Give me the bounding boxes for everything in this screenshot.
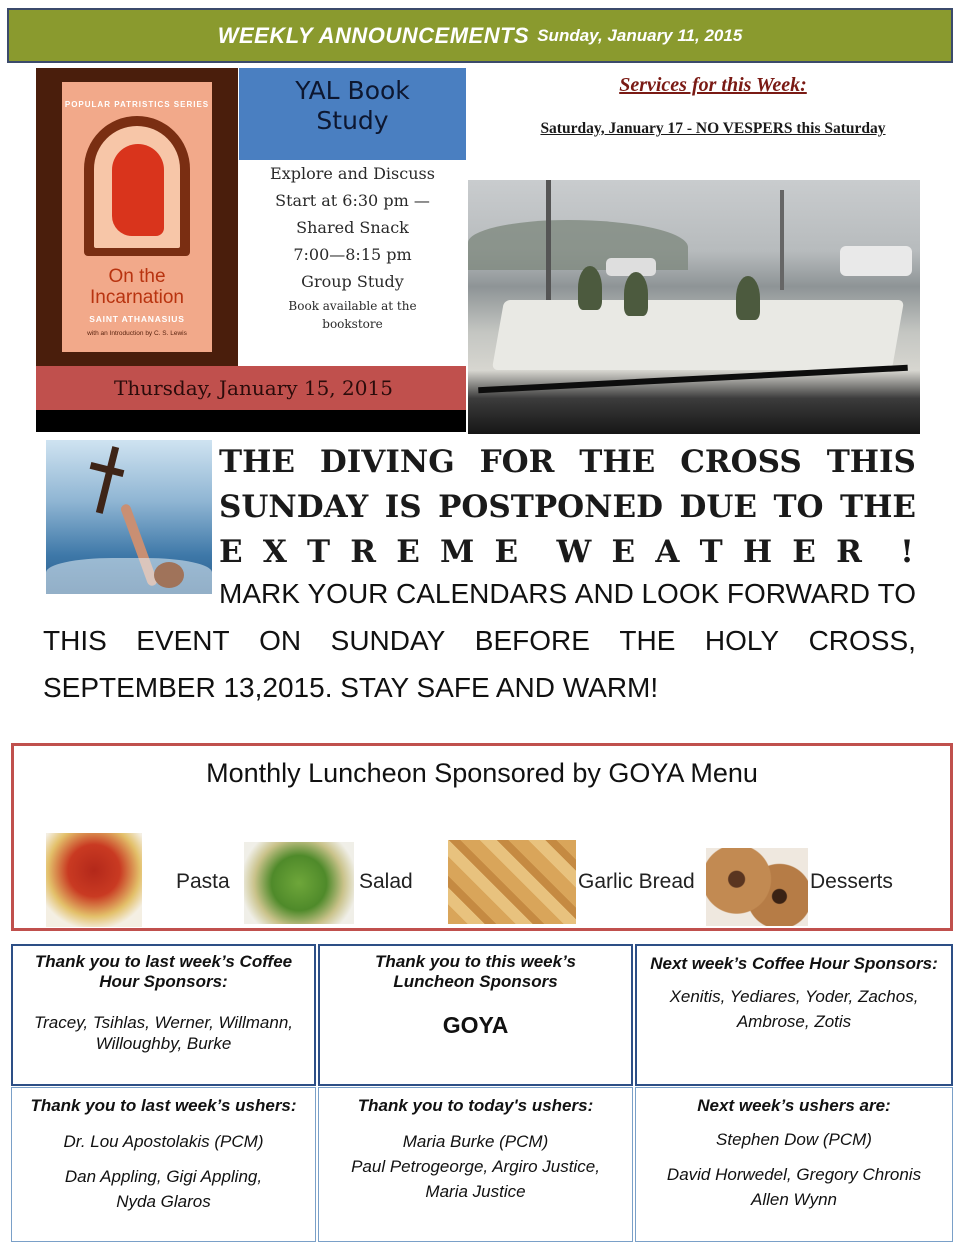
ushers-last-head: Thank you to last week’s ushers: xyxy=(30,1096,297,1115)
menu-item-pasta: Pasta xyxy=(176,870,230,893)
word: SUNDAY xyxy=(219,489,369,525)
word: SUNDAY xyxy=(330,625,446,656)
word: THE xyxy=(579,444,656,480)
coffee-next-body-line1: Xenitis, Yediares, Yoder, Zachos, xyxy=(669,987,919,1006)
ushers-next-line1: Stephen Dow (PCM) xyxy=(716,1130,872,1149)
cross-icon xyxy=(96,446,119,514)
menu-item-garlic-bread: Garlic Bread xyxy=(578,870,695,893)
yal-details xyxy=(239,160,466,366)
book-cover-image xyxy=(36,68,238,366)
yal-title-line1: YAL Book xyxy=(295,76,410,105)
word: BEFORE xyxy=(474,625,590,656)
word: CROSS xyxy=(680,444,802,480)
menu-item-desserts: Desserts xyxy=(810,870,893,893)
letter: E xyxy=(494,534,521,570)
luncheon-title: Monthly Luncheon Sponsored by GOYA Menu xyxy=(206,758,758,788)
word: THIS xyxy=(43,625,107,656)
coffee-next-head: Next week’s Coffee Hour Sponsors: xyxy=(650,954,938,973)
word: DIVING xyxy=(319,444,455,480)
letter: H xyxy=(742,534,775,570)
yal-line: Start at 6:30 pm — xyxy=(275,191,430,210)
yal-title xyxy=(239,68,466,160)
ushers-last-line2: Dan Appling, Gigi Appling, xyxy=(64,1167,263,1186)
coffee-last-body xyxy=(13,1012,314,1054)
word: THIS xyxy=(826,444,916,480)
splash-shape xyxy=(46,558,212,594)
word: THE xyxy=(219,444,295,480)
luncheon-sponsors-head-line2: Luncheon Sponsors xyxy=(393,972,558,991)
snow-island-shape xyxy=(492,300,904,370)
book-icon-arch-inner xyxy=(94,126,180,248)
letter: R xyxy=(836,534,864,570)
word: ON xyxy=(259,625,302,656)
diving-line-3 xyxy=(219,530,916,575)
word: MARK xyxy=(219,578,300,609)
luncheon-sponsor-name: GOYA xyxy=(442,1012,509,1038)
diving-line-1 xyxy=(219,440,916,485)
diving-for-cross-photo xyxy=(46,440,212,594)
coffee-last-body-line2: Willoughby, Burke xyxy=(95,1034,232,1053)
desserts-image xyxy=(706,848,808,926)
letter: X xyxy=(262,534,289,570)
letter: E xyxy=(219,534,245,570)
letter: T xyxy=(699,534,725,570)
light-pole-shape xyxy=(780,190,784,290)
coffee-last-week-cell xyxy=(11,944,316,1086)
yal-title-line2: Study xyxy=(316,106,389,135)
book-author: SAINT ATHANASIUS xyxy=(89,314,185,324)
letter: E xyxy=(792,534,818,570)
word: HOLY xyxy=(704,625,780,656)
header-date: Sunday, January 11, 2015 xyxy=(537,25,743,45)
saint-figure-icon xyxy=(112,144,164,236)
word: FOR xyxy=(479,444,555,480)
word: THE xyxy=(619,625,676,656)
word: POSTPONED xyxy=(438,489,664,525)
luncheon-box xyxy=(11,743,953,931)
book-title xyxy=(62,266,212,308)
divider-bar xyxy=(36,410,466,432)
coffee-next-body xyxy=(637,984,951,1034)
diving-line-2 xyxy=(219,485,916,530)
ushers-today-cell xyxy=(318,1087,633,1242)
word: LOOK xyxy=(641,578,720,609)
luncheon-sponsors-cell xyxy=(318,944,633,1086)
coffee-last-head-line1: Thank you to last week’s Coffee xyxy=(34,952,293,971)
yal-line: Explore and Discuss xyxy=(270,164,435,183)
letter: E xyxy=(611,534,638,570)
word: THE xyxy=(840,489,916,525)
word: DUE xyxy=(679,489,758,525)
yal-line: 7:00—8:15 pm xyxy=(293,245,412,264)
header-bar xyxy=(7,8,953,63)
coffee-last-body-line1: Tracey, Tsihlas, Werner, Willmann, xyxy=(33,1013,294,1032)
yal-note-line1: Book available at the xyxy=(288,299,417,313)
yal-date-bar xyxy=(36,366,466,410)
september-line: SEPTEMBER 13,2015. STAY SAFE AND WARM! xyxy=(43,672,659,703)
book-title-line1: On the xyxy=(108,266,166,287)
light-pole-shape xyxy=(546,180,551,310)
ushers-today-line3: Maria Justice xyxy=(425,1182,526,1201)
letter: M xyxy=(440,534,477,570)
tree-shape xyxy=(578,266,602,310)
letter: W xyxy=(556,534,594,570)
book-cover-panel xyxy=(62,82,212,352)
yal-line: Shared Snack xyxy=(296,218,409,237)
diving-announcement xyxy=(219,440,916,575)
word: AND xyxy=(574,578,634,609)
ushers-next-week-cell xyxy=(635,1087,953,1242)
word: FORWARD xyxy=(726,578,870,609)
word: TO xyxy=(877,578,916,609)
word: CALENDARS xyxy=(396,578,568,609)
letter: E xyxy=(396,534,422,570)
ushers-today-head: Thank you to today's ushers: xyxy=(357,1096,594,1115)
ushers-last-line1: Dr. Lou Apostolakis (PCM) xyxy=(63,1132,264,1151)
snowy-parking-lot-photo xyxy=(468,180,920,434)
letter: R xyxy=(350,534,379,570)
ushers-today-line2: Paul Petrogeorge, Argiro Justice, xyxy=(351,1157,600,1176)
yal-note-line2: bookstore xyxy=(322,317,383,331)
pasta-image xyxy=(46,833,142,927)
yal-line: Group Study xyxy=(301,272,404,291)
book-icon-arch xyxy=(84,116,190,256)
header-title: WEEKLY ANNOUNCEMENTS xyxy=(217,22,530,48)
book-series: POPULAR PATRISTICS SERIES xyxy=(64,100,210,109)
luncheon-sponsors-head xyxy=(320,952,631,992)
letter: T xyxy=(307,534,333,570)
services-title: Services for this Week: xyxy=(619,74,807,96)
diver-head-shape xyxy=(154,562,184,588)
coffee-last-head xyxy=(13,952,314,992)
word: IS xyxy=(384,489,422,525)
coffee-next-body-line2: Ambrose, Zotis xyxy=(736,1012,852,1031)
word: CROSS, xyxy=(808,625,916,656)
letter: A xyxy=(655,534,682,570)
mark-calendar-line xyxy=(219,578,916,610)
salad-image xyxy=(244,842,354,924)
book-title-line2: Incarnation xyxy=(89,287,184,308)
ushers-next-line2: David Horwedel, Gregory Chronis xyxy=(666,1165,922,1184)
event-line xyxy=(43,625,916,657)
tree-shape xyxy=(624,272,648,316)
menu-item-salad: Salad xyxy=(359,870,413,893)
luncheon-sponsors-head-line1: Thank you to this week’s xyxy=(375,952,576,971)
book-intro: with an Introduction by C. S. Lewis xyxy=(87,330,187,337)
services-line: Saturday, January 17 - NO VESPERS this Saturday xyxy=(540,120,886,137)
tree-shape xyxy=(736,276,760,320)
truck-shape xyxy=(840,246,912,276)
ushers-next-line3: Allen Wynn xyxy=(751,1190,837,1209)
word: TO xyxy=(773,489,824,525)
ushers-next-head: Next week’s ushers are: xyxy=(697,1096,891,1115)
coffee-next-week-cell xyxy=(635,944,953,1086)
word: EVENT xyxy=(136,625,230,656)
letter: ! xyxy=(900,534,916,570)
coffee-last-head-line2: Hour Sponsors: xyxy=(99,972,228,991)
yal-date: Thursday, January 15, 2015 xyxy=(114,376,393,400)
ushers-last-line3: Nyda Glaros xyxy=(116,1192,211,1211)
yal-note xyxy=(239,297,466,333)
ushers-last-week-cell xyxy=(11,1087,316,1242)
garlic-bread-image xyxy=(448,840,576,924)
ushers-today-line1: Maria Burke (PCM) xyxy=(402,1132,549,1151)
word: YOUR xyxy=(307,578,389,609)
